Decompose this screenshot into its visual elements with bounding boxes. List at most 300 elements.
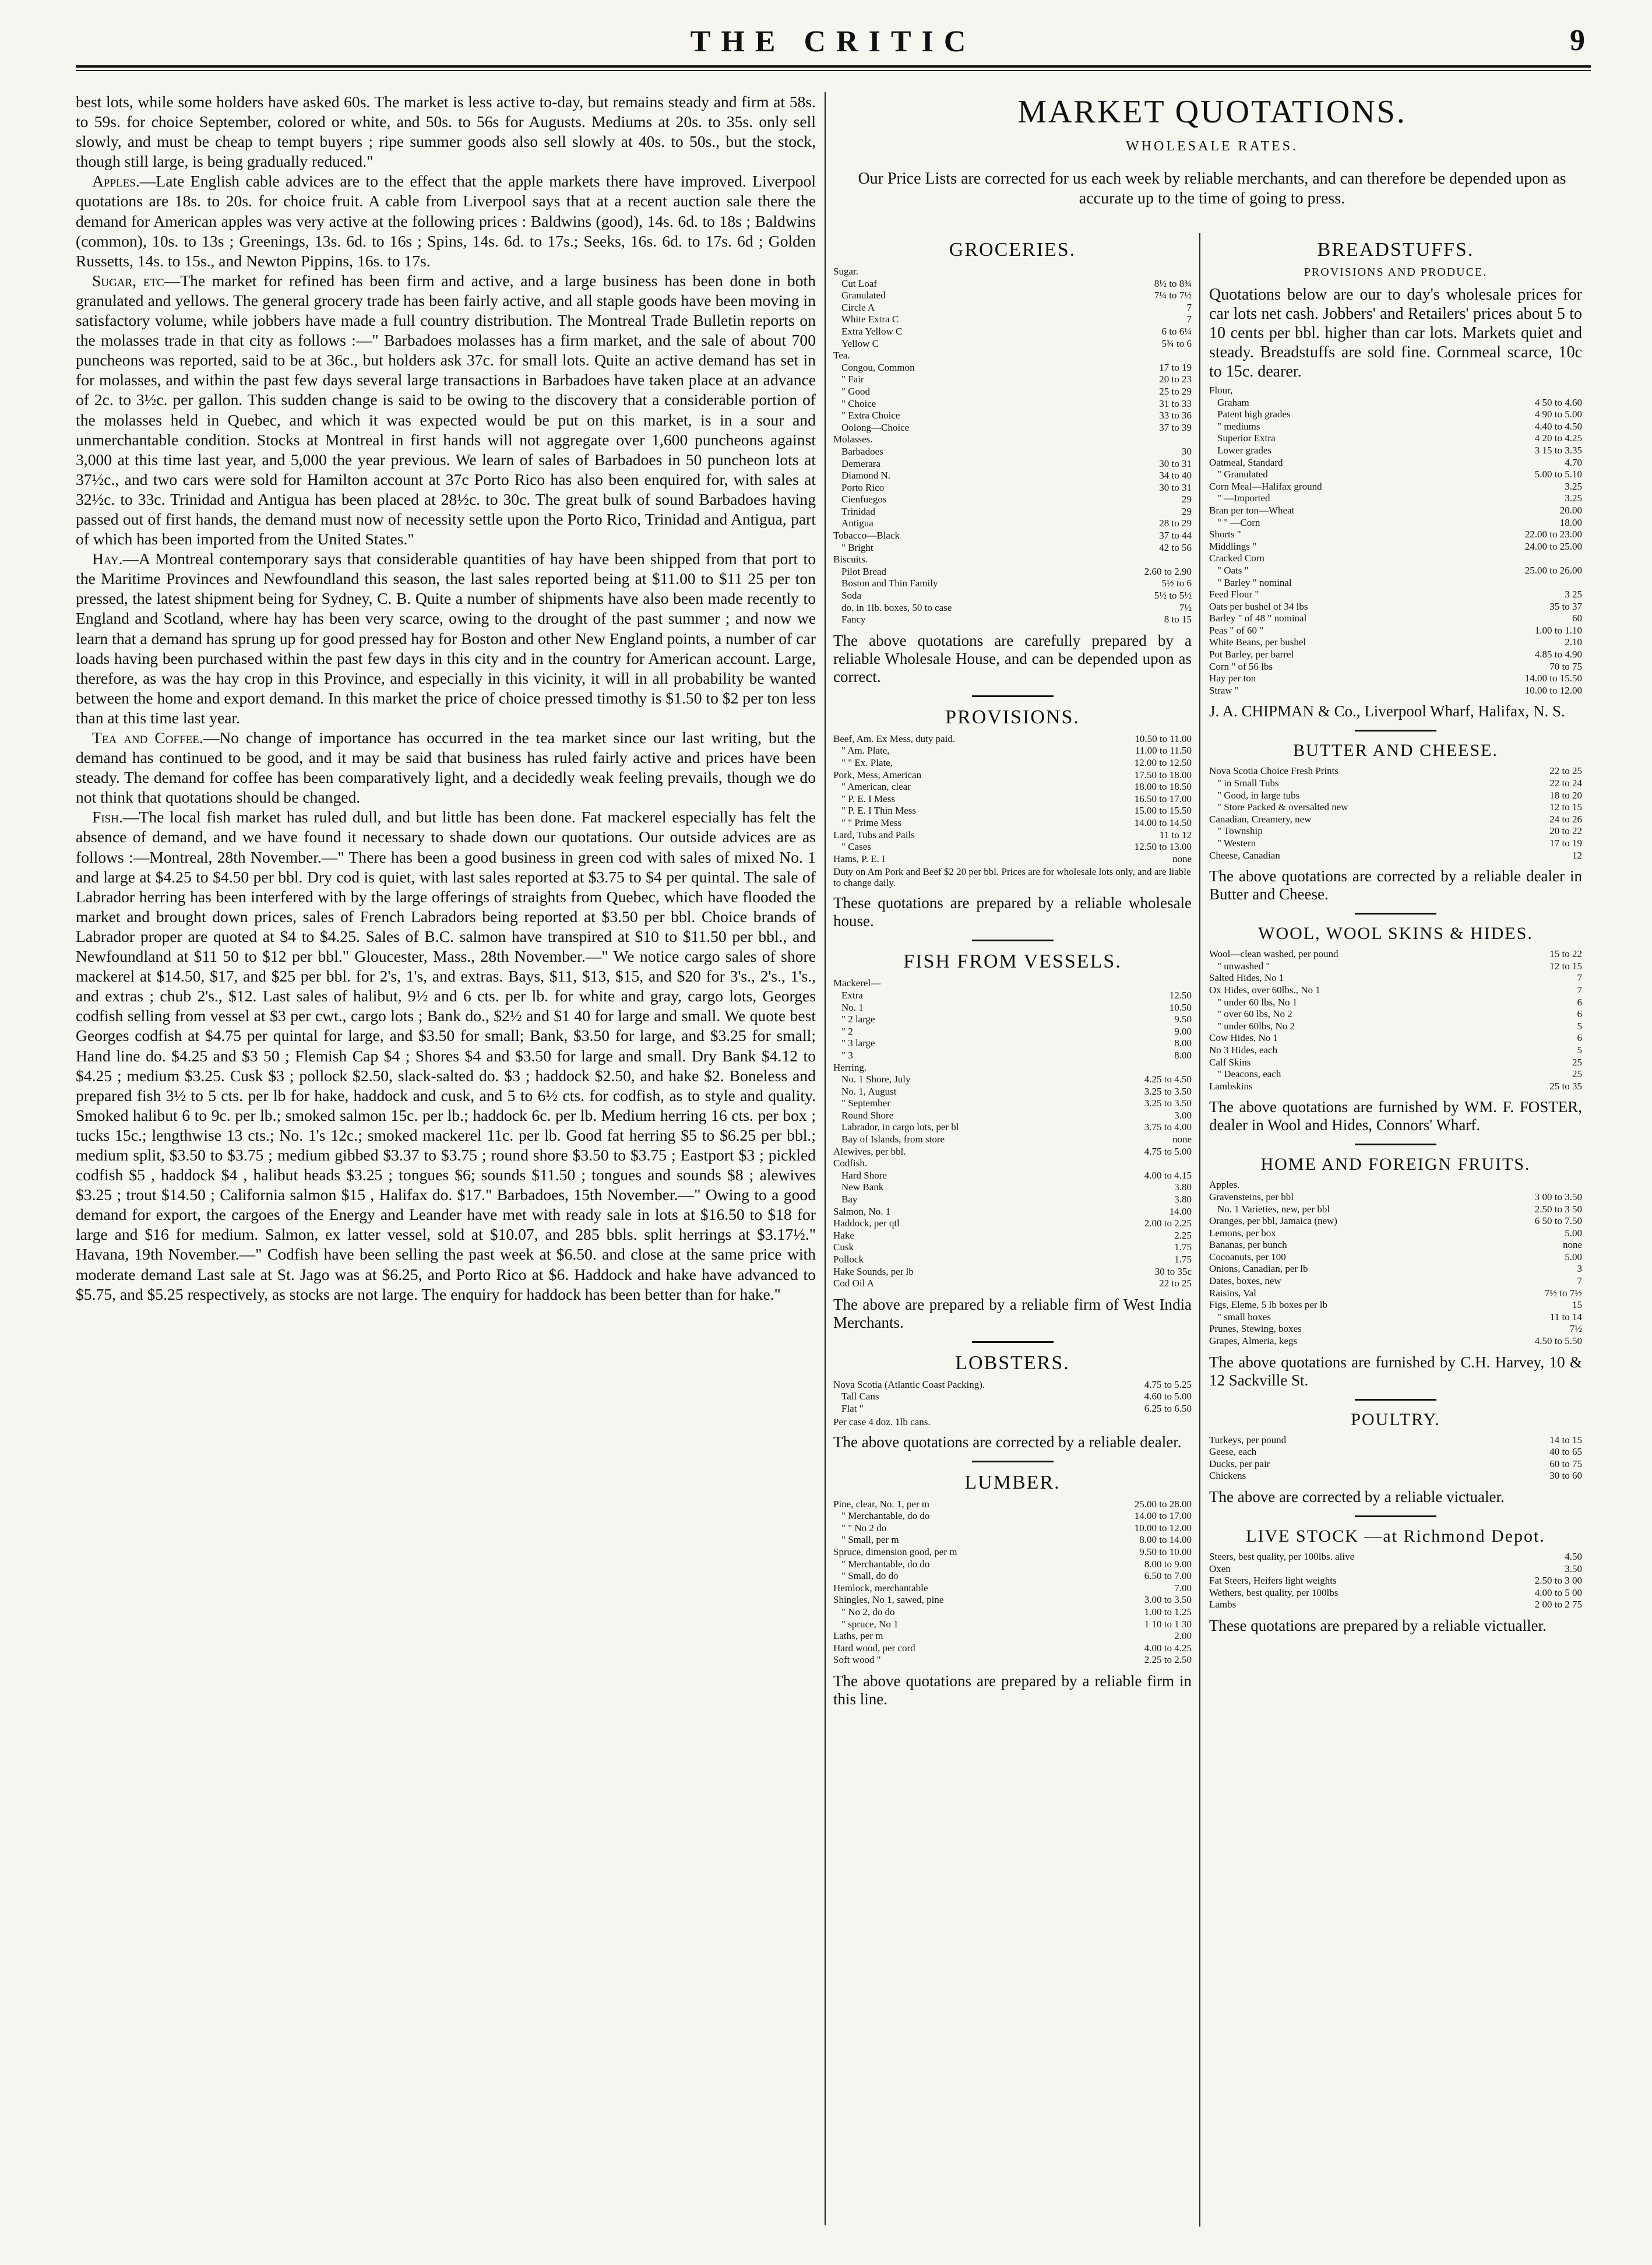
breadstuffs-item-label: " Barley " nominal: [1217, 576, 1292, 588]
groceries-item-label: Porto Rico: [841, 481, 885, 493]
fruits-item-label: Lemons, per box: [1209, 1227, 1276, 1239]
breadstuffs-item-label: Pot Barley, per barrel: [1209, 649, 1294, 660]
groceries-item-value: 5½ to 5½: [1154, 590, 1192, 602]
article-paragraph: [76, 549, 816, 728]
butter-row: [1209, 790, 1582, 802]
breadstuffs-row: [1209, 649, 1582, 661]
butter-table: [1209, 765, 1582, 861]
groceries-row: [833, 386, 1192, 398]
fruits-row: [1209, 1179, 1582, 1191]
poultry-row: [1209, 1458, 1582, 1471]
poultry-item-label: Turkeys, per pound: [1209, 1434, 1287, 1445]
poultry-row: [1209, 1470, 1582, 1482]
butter-item-label: Nova Scotia Choice Fresh Prints: [1209, 765, 1338, 777]
groceries-item-value: 30 to 31: [1159, 481, 1192, 493]
breadstuffs-row: [1209, 673, 1582, 685]
fish-item-value: 9.50: [1174, 1014, 1192, 1025]
breadstuffs-item-label: Barley " of 48 " nominal: [1209, 613, 1307, 624]
paragraph-text: —The market for refined has been firm and active, and a large business has been done in both granulated and yellows. The general grocery trade has been fairly active, and all staple goods have been moving in satisfactory volume, while jobbers have made a full country distribution. The Montreal Trade Bulletin reports on the molasses trade in that city as follows :—" Barbadoes molasses has a firm market, and the sale of about 700 puncheons was reported, said to be at 36c., but holders ask 37c. for small lots. Quite an active demand has set in for molasses, and within the past few days several large transactions in Barbadoes have taken place at an advance of 2c. to 3½c. per gallon. This sudden change is said to be owing to the discovery that a considerable portion of the molasses held in Quebec, and which it was expected would be put on this market, is in a sour and unmerchantable condition. Stocks at Montreal in first hands will not aggregate over 1,600 puncheons against 3,000 at this time last year, and 5,000 the year previous. We learn of sales of Barbadoes in 50 puncheon lots at 37½c., and two cars were sold for Hamilton account at 37c Porto Rico has also been enquired for, with sales at 32½c. to 33c. Trinidad and Antigua has been placed at 28½c. to 30c. The great bulk of sound Barbadoes having passed out of first hands, the demand must now of necessity settle upon the Porto Rico, Trinidad and Antigua, part of which has been imported from the United States.": [76, 271, 816, 548]
groceries-item-value: 29: [1182, 494, 1192, 505]
provisions-item-value: 18.00 to 18.50: [1134, 781, 1192, 793]
butter-row: [1209, 778, 1582, 790]
fruits-item-label: Apples.: [1209, 1179, 1240, 1191]
fish-row: [833, 1014, 1192, 1026]
fish-item-label: " September: [841, 1098, 890, 1109]
fish-item-value: 30 to 35c: [1154, 1265, 1192, 1277]
breadstuffs-item-label: Oats per bushel of 34 lbs: [1209, 600, 1308, 612]
fish-row: [833, 1110, 1192, 1122]
groceries-row: [833, 590, 1192, 602]
fruits-item-value: 3: [1577, 1263, 1582, 1275]
groceries-row: [833, 374, 1192, 386]
fish-item-value: none: [1172, 1134, 1192, 1145]
fish-row: [833, 1002, 1192, 1014]
paragraph-lead: Tea and Coffee.: [92, 729, 203, 747]
groceries-table: [833, 266, 1192, 626]
wool-title: WOOL, WOOL SKINS & HIDES.: [1258, 924, 1533, 944]
breadstuffs-item-value: 3.25: [1565, 480, 1582, 492]
lobsters-row: [833, 1379, 1192, 1391]
wool-rule: [1355, 913, 1436, 915]
lumber-row: [833, 1594, 1192, 1606]
wool-item-value: 7: [1577, 972, 1582, 984]
fish-item-label: " 3: [841, 1049, 853, 1061]
poultry-item-label: Geese, each: [1209, 1446, 1257, 1458]
provisions-item-value: 15.00 to 15.50: [1134, 805, 1192, 817]
fish-row: [833, 1086, 1192, 1098]
breadstuffs-item-value: 4 50 to 4.60: [1534, 396, 1582, 408]
fruits-item-value: [1476, 1179, 1582, 1191]
fish-item-label: Hard Shore: [841, 1169, 887, 1181]
wool-item-label: " unwashed ": [1217, 960, 1270, 972]
provisions-row: [833, 733, 1192, 745]
wool-item-value: 5: [1577, 1020, 1582, 1032]
breadstuffs-item-label: Middlings ": [1209, 540, 1257, 552]
groceries-item-value: 7: [1186, 301, 1192, 313]
groceries-item-label: Pilot Bread: [841, 565, 886, 577]
breadstuffs-row: [1209, 565, 1582, 577]
fish-item-label: Cusk: [833, 1241, 854, 1253]
groceries-item-label: Extra Yellow C: [841, 325, 903, 337]
fruits-item-value: 4.50 to 5.50: [1534, 1335, 1582, 1347]
groceries-item-label: Biscuits.: [833, 554, 868, 565]
paragraph-text: —Late English cable advices are to the effect that the apple markets there have improved. Liverpool quotations are 18s. to 20s. for choice fruit. A cable from Liverpool says that at a recent auction sale there the demand for American apples was very active at the following prices : Baldwins (good), 14s. 6d. to 18s ; Baldwins (common), 10s. to 13s ; Greenings, 13s. 6d. to 16s ; Spins, 14s. 6d. to 17s.; Seeks, 16s. 6d. to 17s. 6d ; Golden Russetts, 14s. to 15s., and Newton Pippins, 16s. to 17s.: [76, 172, 816, 270]
breadstuffs-item-value: 5.00 to 5.10: [1534, 469, 1582, 480]
groceries-item-value: 42 to 56: [1159, 541, 1192, 553]
butter-row: [1209, 825, 1582, 838]
fruits-table: [1209, 1179, 1582, 1347]
breadstuffs-row: [1209, 481, 1582, 493]
lumber-item-value: 3.00 to 3.50: [1144, 1594, 1192, 1606]
fruits-note: The above quotations are furnished by C.H. Harvey, 10 & 12 Sackville St.: [1209, 1353, 1582, 1389]
breadstuffs-table: [1209, 385, 1582, 697]
breadstuffs-row: [1209, 661, 1582, 673]
groceries-row: [833, 266, 1192, 278]
breadstuffs-item-value: 24.00 to 25.00: [1524, 540, 1582, 552]
lobsters-item-value: 4.75 to 5.25: [1144, 1378, 1192, 1390]
breadstuffs-intro: Quotations below are our to day's wholesale prices for car lots net cash. Jobbers' and Retailers' prices about 5 to 10 cents per bbl. higher than car lots. Markets quiet and steady. Breadstuffs are sold fine. Cornmeal scarce, 10c to 15c. dearer.: [1209, 286, 1582, 381]
wool-item-label: " under 60lbs, No 2: [1217, 1020, 1295, 1032]
lobsters-table: [833, 1379, 1192, 1415]
fish-item-label: Mackerel—: [833, 977, 881, 989]
breadstuffs-row: [1209, 577, 1582, 589]
fruits-item-value: none: [1562, 1239, 1582, 1251]
fish-item-value: 4.25 to 4.50: [1144, 1074, 1192, 1085]
fish-item-value: 8.00: [1174, 1049, 1192, 1061]
wool-item-label: Lambskins: [1209, 1080, 1253, 1092]
market-subtitle: WHOLESALE RATES.: [1126, 139, 1298, 154]
fish-item-label: Haddock, per qtl: [833, 1218, 900, 1229]
breadstuffs-item-label: Straw ": [1209, 684, 1239, 696]
livestock-rule: [1355, 1515, 1436, 1517]
livestock-item-value: 2.50 to 3 00: [1534, 1575, 1582, 1587]
fish-item-label: " 3 large: [841, 1037, 875, 1049]
lumber-row: [833, 1499, 1192, 1511]
lumber-row: [833, 1606, 1192, 1619]
livestock-item-label: Lambs: [1209, 1599, 1237, 1610]
lumber-item-value: 1 10 to 1 30: [1144, 1618, 1192, 1630]
breadstuffs-item-value: 70 to 75: [1549, 660, 1582, 672]
groceries-item-value: 37 to 39: [1159, 421, 1192, 433]
provisions-row: [833, 817, 1192, 829]
fruits-item-label: Cocoanuts, per 100: [1209, 1251, 1286, 1262]
groceries-row: [833, 614, 1192, 626]
fish-row: [833, 1218, 1192, 1230]
groceries-item-label: Soda: [841, 590, 861, 602]
fruits-item-label: Raisins, Val: [1209, 1287, 1256, 1299]
butter-row: [1209, 814, 1582, 826]
groceries-item-value: [1084, 434, 1192, 446]
fish-item-label: Hake: [833, 1229, 854, 1241]
groceries-item-value: 20 to 23: [1159, 374, 1192, 385]
provisions-row: [833, 781, 1192, 793]
breadstuffs-item-value: 4 20 to 4.25: [1534, 432, 1582, 444]
groceries-row: [833, 422, 1192, 434]
fruits-row: [1209, 1323, 1582, 1335]
groceries-item-label: Barbadoes: [841, 445, 883, 457]
fish-row: [833, 1158, 1192, 1170]
groceries-item-value: 25 to 29: [1159, 385, 1192, 397]
livestock-item-value: 2 00 to 2 75: [1534, 1599, 1582, 1610]
butter-item-value: 20 to 22: [1549, 825, 1582, 837]
groceries-item-value: 30: [1182, 445, 1192, 457]
fish-item-value: 2.00 to 2.25: [1144, 1218, 1192, 1229]
lumber-table: [833, 1499, 1192, 1666]
fruits-item-label: Dates, boxes, new: [1209, 1275, 1281, 1287]
groceries-item-value: 28 to 29: [1159, 518, 1192, 529]
breadstuffs-item-label: " —Imported: [1217, 493, 1270, 504]
breadstuffs-item-label: Graham: [1217, 396, 1249, 408]
fruits-item-label: No. 1 Varieties, new, per bbl: [1217, 1203, 1330, 1215]
fruits-item-label: Gravensteins, per bbl: [1209, 1191, 1294, 1202]
fish-row: [833, 977, 1192, 990]
breadstuffs-title: BREADSTUFFS.: [1317, 239, 1474, 261]
lobsters-row: [833, 1403, 1192, 1415]
provisions-item-value: 12.50 to 13.00: [1134, 841, 1192, 853]
butter-note: The above quotations are corrected by a reliable dealer in Butter and Cheese.: [1209, 867, 1582, 903]
fruits-row: [1209, 1299, 1582, 1311]
breadstuffs-row: [1209, 445, 1582, 457]
groceries-item-label: Congou, Common: [841, 361, 915, 373]
fish-row: [833, 1254, 1192, 1266]
provisions-item-label: " P. E. I Mess: [841, 793, 895, 804]
groceries-row: [833, 470, 1192, 482]
groceries-item-value: 29: [1182, 505, 1192, 517]
groceries-item-value: [1084, 350, 1192, 362]
wool-item-label: Cow Hides, No 1: [1209, 1032, 1278, 1044]
lumber-item-label: Soft wood ": [833, 1654, 881, 1666]
breadstuffs-item-label: Corn Meal—Halifax ground: [1209, 480, 1322, 492]
groceries-item-value: 5½ to 6: [1161, 578, 1192, 589]
lumber-row: [833, 1619, 1192, 1631]
breadstuffs-row: [1209, 553, 1582, 565]
fruits-item-value: 7: [1577, 1275, 1582, 1287]
wool-item-label: Calf Skins: [1209, 1056, 1251, 1068]
header-rule: [76, 65, 1591, 68]
fish-item-value: 4.00 to 4.15: [1144, 1169, 1192, 1181]
butter-item-value: 22 to 25: [1549, 765, 1582, 777]
groceries-row: [833, 506, 1192, 518]
fruits-item-value: 5.00: [1565, 1227, 1582, 1239]
wool-item-value: 12 to 15: [1549, 960, 1582, 972]
groceries-item-label: Cut Loaf: [841, 277, 877, 289]
provisions-item-value: 14.00 to 14.50: [1134, 817, 1192, 828]
breadstuffs-row: [1209, 457, 1582, 469]
fish-item-label: Labrador, in cargo lots, per bl: [841, 1121, 959, 1133]
fish-item-label: Round Shore: [841, 1109, 894, 1121]
fish-item-value: 3.00: [1174, 1109, 1192, 1121]
breadstuffs-row: [1209, 601, 1582, 613]
fish-row: [833, 1062, 1192, 1074]
lumber-item-value: 8.00 to 14.00: [1139, 1534, 1192, 1546]
lumber-item-label: Hard wood, per cord: [833, 1642, 915, 1654]
breadstuffs-row: [1209, 529, 1582, 541]
wool-row: [1209, 972, 1582, 984]
lumber-item-label: " Merchantable, do do: [841, 1510, 930, 1522]
lobsters-item-value: 4.60 to 5.00: [1144, 1391, 1192, 1402]
paragraph-lead: Fish.: [92, 808, 123, 826]
provisions-title: PROVISIONS.: [945, 706, 1080, 728]
groceries-row: [833, 530, 1192, 542]
provisions-item-value: 11 to 12: [1159, 829, 1192, 840]
fish-row: [833, 1230, 1192, 1242]
groceries-item-value: 33 to 36: [1159, 410, 1192, 421]
right-column: [1209, 233, 1582, 2227]
livestock-item-label: Oxen: [1209, 1563, 1231, 1574]
breadstuffs-item-label: Corn " of 56 lbs: [1209, 660, 1273, 672]
provisions-item-label: " P. E. I Thin Mess: [841, 805, 916, 817]
fruits-row: [1209, 1215, 1582, 1228]
groceries-item-label: " Choice: [841, 398, 876, 409]
groceries-row: [833, 434, 1192, 446]
butter-item-label: " Good, in large tubs: [1217, 789, 1300, 801]
middle-column: [833, 233, 1192, 2227]
fish-item-value: [1089, 1158, 1192, 1170]
provisions-item-label: Beef, Am. Ex Mess, duty paid.: [833, 733, 956, 744]
groceries-item-label: " Fair: [841, 374, 864, 385]
butter-item-value: 12: [1572, 849, 1582, 861]
provisions-row: [833, 829, 1192, 842]
provisions-item-value: 12.00 to 12.50: [1134, 757, 1192, 768]
groceries-row: [833, 542, 1192, 554]
groceries-item-value: 5¾ to 6: [1161, 337, 1192, 349]
groceries-note: The above quotations are carefully prepared by a reliable Wholesale House, and can be depended upon as correct.: [833, 631, 1192, 685]
groceries-item-value: 30 to 31: [1159, 458, 1192, 469]
breadstuffs-row: [1209, 541, 1582, 553]
fish-row: [833, 1278, 1192, 1290]
wool-row: [1209, 1021, 1582, 1033]
lobsters-item-value: 6.25 to 6.50: [1144, 1402, 1192, 1414]
wool-row: [1209, 1068, 1582, 1081]
lumber-item-label: Spruce, dimension good, per m: [833, 1546, 957, 1557]
lumber-item-label: " Merchantable, do do: [841, 1558, 930, 1570]
wool-row: [1209, 1008, 1582, 1021]
livestock-row: [1209, 1551, 1582, 1563]
butter-item-label: " Store Packed & oversalted new: [1217, 801, 1348, 813]
fruits-row: [1209, 1263, 1582, 1275]
breadstuffs-item-label: Lower grades: [1217, 444, 1271, 456]
groceries-item-value: 8 to 15: [1164, 614, 1192, 625]
breadstuffs-item-value: 60: [1572, 613, 1582, 624]
lumber-row: [833, 1510, 1192, 1522]
fish-item-value: 3.75 to 4.00: [1144, 1121, 1192, 1133]
livestock-row: [1209, 1563, 1582, 1575]
fish-row: [833, 1170, 1192, 1182]
fruits-title: HOME AND FOREIGN FRUITS.: [1260, 1155, 1531, 1174]
wool-row: [1209, 1057, 1582, 1069]
wool-item-label: " under 60 lbs, No 1: [1217, 996, 1298, 1008]
fish-row: [833, 990, 1192, 1002]
wool-item-value: 25 to 35: [1549, 1080, 1582, 1092]
breadstuffs-item-value: 3 15 to 3.35: [1534, 444, 1582, 456]
breadstuffs-item-label: Bran per ton—Wheat: [1209, 504, 1295, 516]
fish-item-value: 22 to 25: [1159, 1278, 1192, 1289]
breadstuffs-row: [1209, 421, 1582, 433]
groceries-item-value: 17 to 19: [1159, 361, 1192, 373]
paragraph-text: —The local fish market has ruled dull, and but little has been done. Fat mackerel especially has felt the absence of demand, and we have found it necessary to shade down our quotations. Our outside advices are as follows :—Montreal, 28th November.—" There has been a good business in green cod with sales of mixed No. 1 and large at $4.25 to $4.50 per bbl. Dry cod is quiet, with last sales reported at $3.75 to $4 per quintal. The sale of Labrador herring has been interfered with by the large offerings of straights from Quebec, which have flooded the market and brought down prices, sales of French Labradors being reported at $3.50 per bbl. Choice brands of Labrador proper are quoted at $4 to $4.25. Sales of B.C. salmon have transpired at $10 to $11.50 per bbl., and Newfoundland at $11 50 to $12 per bbl." Gloucester, Mass., 28th November.—" We notice cargo sales of shore mackerel at $14.50, $17, and $25 per bbl. for 2's, 1's, and extras. Bays, $11, $13, $15, and $20 for 3's., 2's., 1's., and extras ; chub 2's., $12. Last sales of halibut, 9½ and 6 cts. per lb. for white and gray, cargo lots, Georges codfish selling from vessel at $3 per cwt., cargo lots ; Bank do., $2½ and $1 40 for large and small. We quote best Georges codfish at $4.75 per quintal for large, and $3.50 for small; Bank, $3.50 for large, and $3.25 for small; Hand line do. $4.25 and $3 50 ; Flemish Cap $4 ; Shores $4 and $3.50 for large and small. Dry Bank $4.12 to $4.25 ; medium $3.25. Cusk $3 ; pollock $2.50, slack-salted do. $3 ; haddock $2.50, and hake $2. Boneless and prepared fish 3½ to 5 cts. per lb for hake, haddock and cusk, and 5 to 6½ cts. for codfish, as to style and quality. Smoked halibut 6 to 9c. per lb.; smoked salmon 15c. per lb.; haddock 6c. per lb. Medium herring 16 cts. per box ; tucks 15c.; lengthwise 13 cts.; No. 1's 12c.; smoked mackerel 11c. per lb. Good fat herring $5 to $6.25 per bbl.; medium split, $3.50 to $3.75 ; medium gibbed $3.37 to $3.75 ; round shore $3.50 to $3.75 ; Eastport $3 ; pickled codfish $5 , haddock $4 , halibut heads $3.25 ; tongues $6; sounds $11.50 ; tongues and sounds $8 ; alewives $3.25 ; trout $14.50 ; California salmon $15 , Halifax do. $17." Barbadoes, 15th November.—" Owing to a good demand for export, the cargoes of the Energy and Leander have met with ready sale in lots at $16.50 to $18 for large and $16 for medium. Salmon, ex latter vessel, sold at $10.07, and 285 bbls. split herrings at $3.17½." Havana, 19th November.—" Codfish have been selling the past week at $6.50. and close at the same price with moderate demand Last sale at St. Jago was at $6.25, and Porto Rico at $6. Haddock and hake have advanced to $5.75, and $5.25 respectively, as stocks are not large. The enquiry for haddock has been better than for hake.": [76, 808, 816, 1303]
fish-item-value: 12.50: [1169, 989, 1192, 1001]
groceries-row: [833, 602, 1192, 614]
wool-item-value: 15 to 22: [1549, 948, 1582, 960]
breadstuffs-item-value: 25.00 to 26.00: [1524, 564, 1582, 576]
butter-item-label: Canadian, Creamery, new: [1209, 813, 1312, 825]
livestock-row: [1209, 1575, 1582, 1587]
groceries-item-label: Sugar.: [833, 266, 858, 277]
fruits-row: [1209, 1191, 1582, 1204]
breadstuffs-row: [1209, 432, 1582, 445]
lumber-item-value: 9.50 to 10.00: [1139, 1546, 1192, 1557]
breadstuffs-row: [1209, 409, 1582, 421]
lumber-row: [833, 1522, 1192, 1535]
wool-row: [1209, 1032, 1582, 1044]
breadstuffs-item-value: 4 90 to 5.00: [1534, 409, 1582, 420]
provisions-item-label: " American, clear: [841, 781, 911, 793]
fruits-item-label: Figs, Eleme, 5 lb boxes per lb: [1209, 1299, 1328, 1311]
groceries-item-value: 6 to 6¼: [1161, 325, 1192, 337]
groceries-row: [833, 350, 1192, 362]
lumber-item-label: Shingles, No 1, sawed, pine: [833, 1594, 944, 1606]
lumber-row: [833, 1546, 1192, 1559]
breadstuffs-item-label: " Oats ": [1217, 564, 1249, 576]
poultry-rule: [1355, 1399, 1436, 1401]
groceries-title: GROCERIES.: [949, 239, 1076, 261]
lumber-item-label: " Small, do do: [841, 1570, 899, 1582]
breadstuffs-item-label: Feed Flour ": [1209, 589, 1259, 600]
lumber-note: The above quotations are prepared by a reliable firm in this line.: [833, 1672, 1192, 1708]
butter-item-label: " Township: [1217, 825, 1263, 837]
breadstuffs-row: [1209, 636, 1582, 649]
provisions-item-value: 16.50 to 17.00: [1134, 793, 1192, 804]
breadstuffs-item-value: 4.85 to 4.90: [1534, 649, 1582, 660]
breadstuffs-row: [1209, 613, 1582, 625]
wool-row: [1209, 1044, 1582, 1057]
lumber-title: LUMBER.: [964, 1471, 1061, 1493]
paragraph-lead: Hay.: [92, 550, 123, 568]
butter-item-value: 24 to 26: [1549, 813, 1582, 825]
butter-row: [1209, 801, 1582, 814]
fish-item-value: 14.00: [1169, 1205, 1192, 1217]
wool-row: [1209, 948, 1582, 961]
lobsters-item-label: Flat ": [841, 1402, 864, 1414]
fruits-row: [1209, 1204, 1582, 1216]
wool-item-label: Ox Hides, over 60lbs., No 1: [1209, 984, 1320, 996]
livestock-row: [1209, 1587, 1582, 1599]
breadstuffs-item-value: 1.00 to 1.10: [1534, 624, 1582, 636]
lobsters-small-note: Per case 4 doz. 1lb cans.: [833, 1416, 931, 1427]
poultry-item-value: 14 to 15: [1549, 1434, 1582, 1445]
fish-item-label: No. 1, August: [841, 1085, 897, 1097]
poultry-item-value: 30 to 60: [1549, 1470, 1582, 1482]
page-header: [76, 21, 1591, 62]
breadstuffs-item-label: " Granulated: [1217, 469, 1268, 480]
groceries-item-value: 31 to 33: [1159, 398, 1192, 409]
wool-row: [1209, 961, 1582, 973]
fish-item-label: No. 1 Shore, July: [841, 1074, 911, 1085]
fish-row: [833, 1266, 1192, 1278]
provisions-item-label: " Am. Plate,: [841, 745, 890, 757]
groceries-item-label: " Bright: [841, 541, 873, 553]
lumber-row: [833, 1534, 1192, 1546]
groceries-row: [833, 578, 1192, 590]
breadstuffs-row: [1209, 385, 1582, 397]
fruits-row: [1209, 1335, 1582, 1348]
breadstuffs-item-label: Hay per ton: [1209, 673, 1256, 684]
paragraph-lead: Apples.: [92, 172, 140, 191]
provisions-item-label: Pork, Mess, American: [833, 769, 922, 780]
fish-item-label: Extra: [841, 989, 863, 1001]
breadstuffs-item-label: Flour,: [1209, 385, 1233, 396]
fish-item-label: Bay of Islands, from store: [841, 1134, 945, 1145]
groceries-item-label: Diamond N.: [841, 470, 891, 481]
fish-row: [833, 1241, 1192, 1254]
lumber-item-label: " Small, per m: [841, 1534, 899, 1546]
groceries-item-label: Trinidad: [841, 505, 875, 517]
fish-item-label: Cod Oil A: [833, 1278, 874, 1289]
livestock-item-value: 3.50: [1565, 1563, 1582, 1574]
groceries-item-label: Fancy: [841, 614, 866, 625]
butter-item-value: 22 to 24: [1549, 778, 1582, 789]
fish-item-label: Hake Sounds, per lb: [833, 1265, 914, 1277]
breadstuffs-item-label: Peas " of 60 ": [1209, 624, 1264, 636]
butter-row: [1209, 850, 1582, 862]
wool-item-value: 25: [1572, 1068, 1582, 1080]
fruits-item-value: 3 00 to 3.50: [1534, 1191, 1582, 1202]
lumber-item-label: " spruce, No 1: [841, 1618, 899, 1630]
fish-item-label: Alewives, per bbl.: [833, 1145, 906, 1157]
lumber-item-value: 10.00 to 12.00: [1134, 1522, 1192, 1534]
groceries-item-label: " Good: [841, 385, 870, 397]
fish-title: FISH FROM VESSELS.: [903, 951, 1122, 973]
